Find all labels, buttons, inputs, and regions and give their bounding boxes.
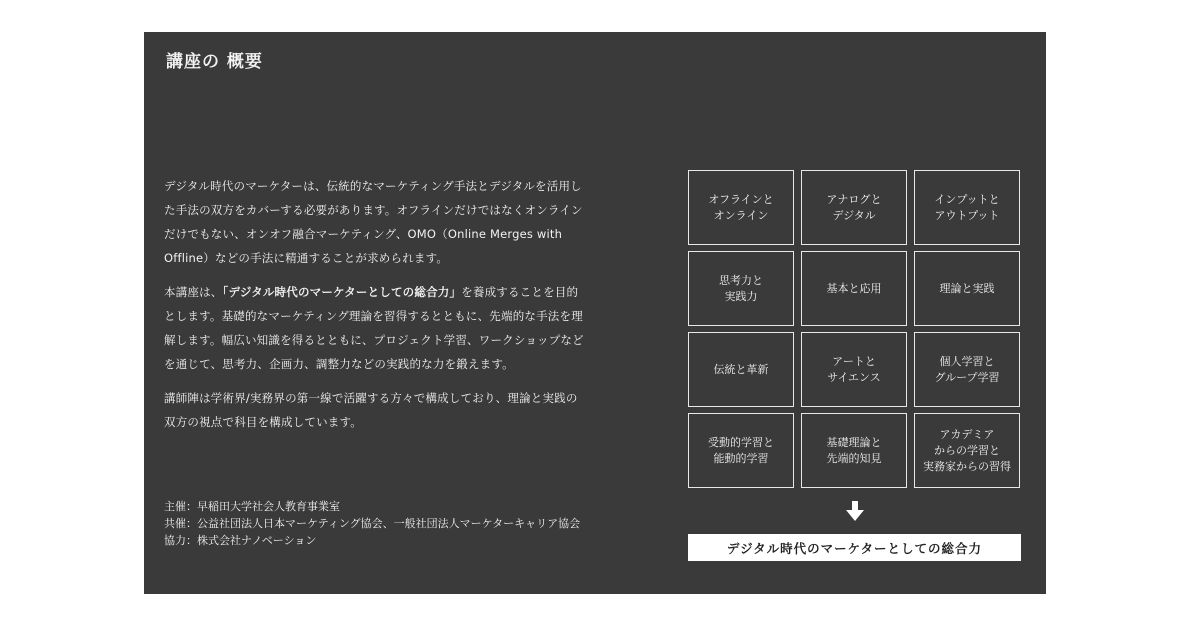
grid-cell: 思考力と 実践力	[688, 251, 794, 326]
credits	[164, 498, 594, 549]
paragraph-2-lead: 本講座は、	[164, 285, 223, 299]
credit-cooperation: 協力：株式会社ナノベーション	[164, 534, 317, 547]
arrow-down-icon	[844, 500, 866, 522]
paragraph-1: デジタル時代のマーケターは、伝統的なマーケティング手法とデジタルを活用した手法の双方をカバーする必要があります。オフラインだけではなくオンラインだけでもない、オンオフ融合マーケティング、OMO（Online Merges with Offline）などの手法に精通することが求められます。	[164, 179, 583, 265]
section-title: 講座の 概要	[166, 52, 263, 72]
grid-cell: アカデミア からの学習と 実務家からの習得	[914, 413, 1020, 488]
grid-cell: 受動的学習と 能動的学習	[688, 413, 794, 488]
paragraph-3: 講師陣は学術界/実務界の第一線で活躍する方々で構成しており、理論と実践の双方の視点で科目を構成しています。	[164, 391, 578, 429]
grid-cell: アートと サイエンス	[801, 332, 907, 407]
credit-cosponsor: 共催：公益社団法人日本マーケティング協会、一般社団法人マーケターキャリア協会	[164, 517, 581, 530]
grid-cell: 伝統と革新	[688, 332, 794, 407]
grid-cell: 個人学習と グループ学習	[914, 332, 1020, 407]
paragraph-2-rest: を養成することを目的とします。基礎的なマーケティング理論を習得するとともに、先端的な手法を理解します。幅広い知識を得るとともに、プロジェクト学習、ワークショップなどを通じて、思考力、企画力、調整力などの実践的な力を鍛えます。	[164, 285, 584, 371]
grid-cell: アナログと デジタル	[801, 170, 907, 245]
grid-cell: オフラインと オンライン	[688, 170, 794, 245]
grid-cell: インプットと アウトプット	[914, 170, 1020, 245]
description	[164, 174, 584, 444]
credit-organizer: 主催：早稲田大学社会人教育事業室	[164, 500, 340, 513]
concept-grid	[688, 170, 1022, 488]
paragraph-2-highlight: 「デジタル時代のマーケターとしての総合力」	[222, 285, 462, 299]
grid-cell: 基本と応用	[801, 251, 907, 326]
paragraph-2	[164, 280, 584, 376]
course-overview-panel	[144, 32, 1046, 594]
grid-cell: 理論と実践	[914, 251, 1020, 326]
result-banner: デジタル時代のマーケターとしての総合力	[688, 534, 1021, 561]
grid-cell: 基礎理論と 先端的知見	[801, 413, 907, 488]
